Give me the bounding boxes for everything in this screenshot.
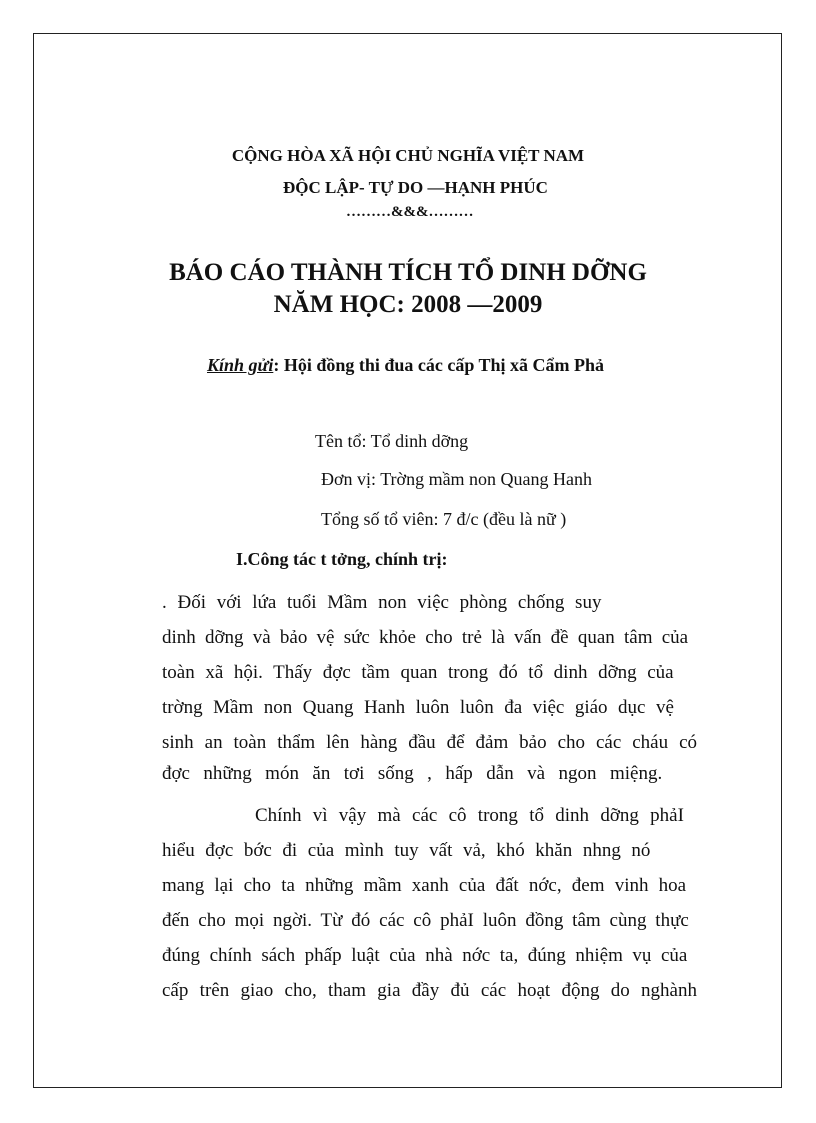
paragraph-line: hiểu đợc bớc đi của mình tuy vất vả, khó khăn nhng nó: [162, 840, 651, 861]
unit-name: Đơn vị: Trờng mầm non Quang Hanh: [321, 469, 593, 489]
paragraph-line: đợc những món ăn tơi sống , hấp dẫn và ngon miệng.: [162, 763, 663, 784]
paragraph-line: đúng chính sách phấp luật của nhà nớc ta, đúng nhiệm vụ của: [162, 945, 688, 966]
recipient-line: [207, 355, 604, 376]
school-year: NĂM HỌC: 2008 —2009: [273, 291, 543, 318]
paragraph-line: toàn xã hội. Thấy đợc tầm quan trong đó tổ dinh dỡng của: [162, 662, 674, 683]
paragraph-line: sinh an toàn thẩm lên hàng đầu để đảm bảo cho các cháu có: [162, 732, 697, 753]
paragraph-line: . Đối với lứa tuổi Mầm non việc phòng chống suy: [162, 592, 602, 613]
member-count: Tổng số tổ viên: 7 đ/c (đều là nữ ): [321, 509, 567, 529]
section-heading: I.Công tác t tởng, chính trị:: [236, 549, 448, 569]
paragraph-line: Chính vì vậy mà các cô trong tổ dinh dỡng phảI: [255, 805, 684, 826]
paragraph-line: đến cho mọi ngời. Từ đó các cô phảI luôn đồng tâm cùng thực: [162, 910, 689, 931]
paragraph-line: trờng Mầm non Quang Hanh luôn luôn đa việc giáo dục vệ: [162, 697, 674, 718]
paragraph-line: dinh dỡng và bảo vệ sức khỏe cho trẻ là vấn đề quan tâm của: [162, 627, 689, 648]
recipient-text: : Hội đồng thi đua các cấp Thị xã Cẩm Phả: [273, 355, 605, 375]
report-title: BÁO CÁO THÀNH TÍCH TỔ DINH DỠNG: [169, 259, 647, 286]
header-divider: ………&&&………: [346, 204, 474, 220]
recipient-label: Kính gửi: [207, 355, 274, 375]
paragraph-line: cấp trên giao cho, tham gia đầy đủ các hoạt động do nghành: [162, 980, 697, 1001]
national-title: CỘNG HÒA XÃ HỘI CHỦ NGHĨA VIỆT NAM: [231, 146, 585, 165]
paragraph-line: mang lại cho ta những mầm xanh của đất nớc, đem vinh hoa: [162, 875, 687, 896]
team-name: Tên tổ: Tổ dinh dỡng: [315, 431, 469, 451]
national-motto: ĐỘC LẬP- TỰ DO —HẠNH PHÚC: [283, 178, 548, 197]
